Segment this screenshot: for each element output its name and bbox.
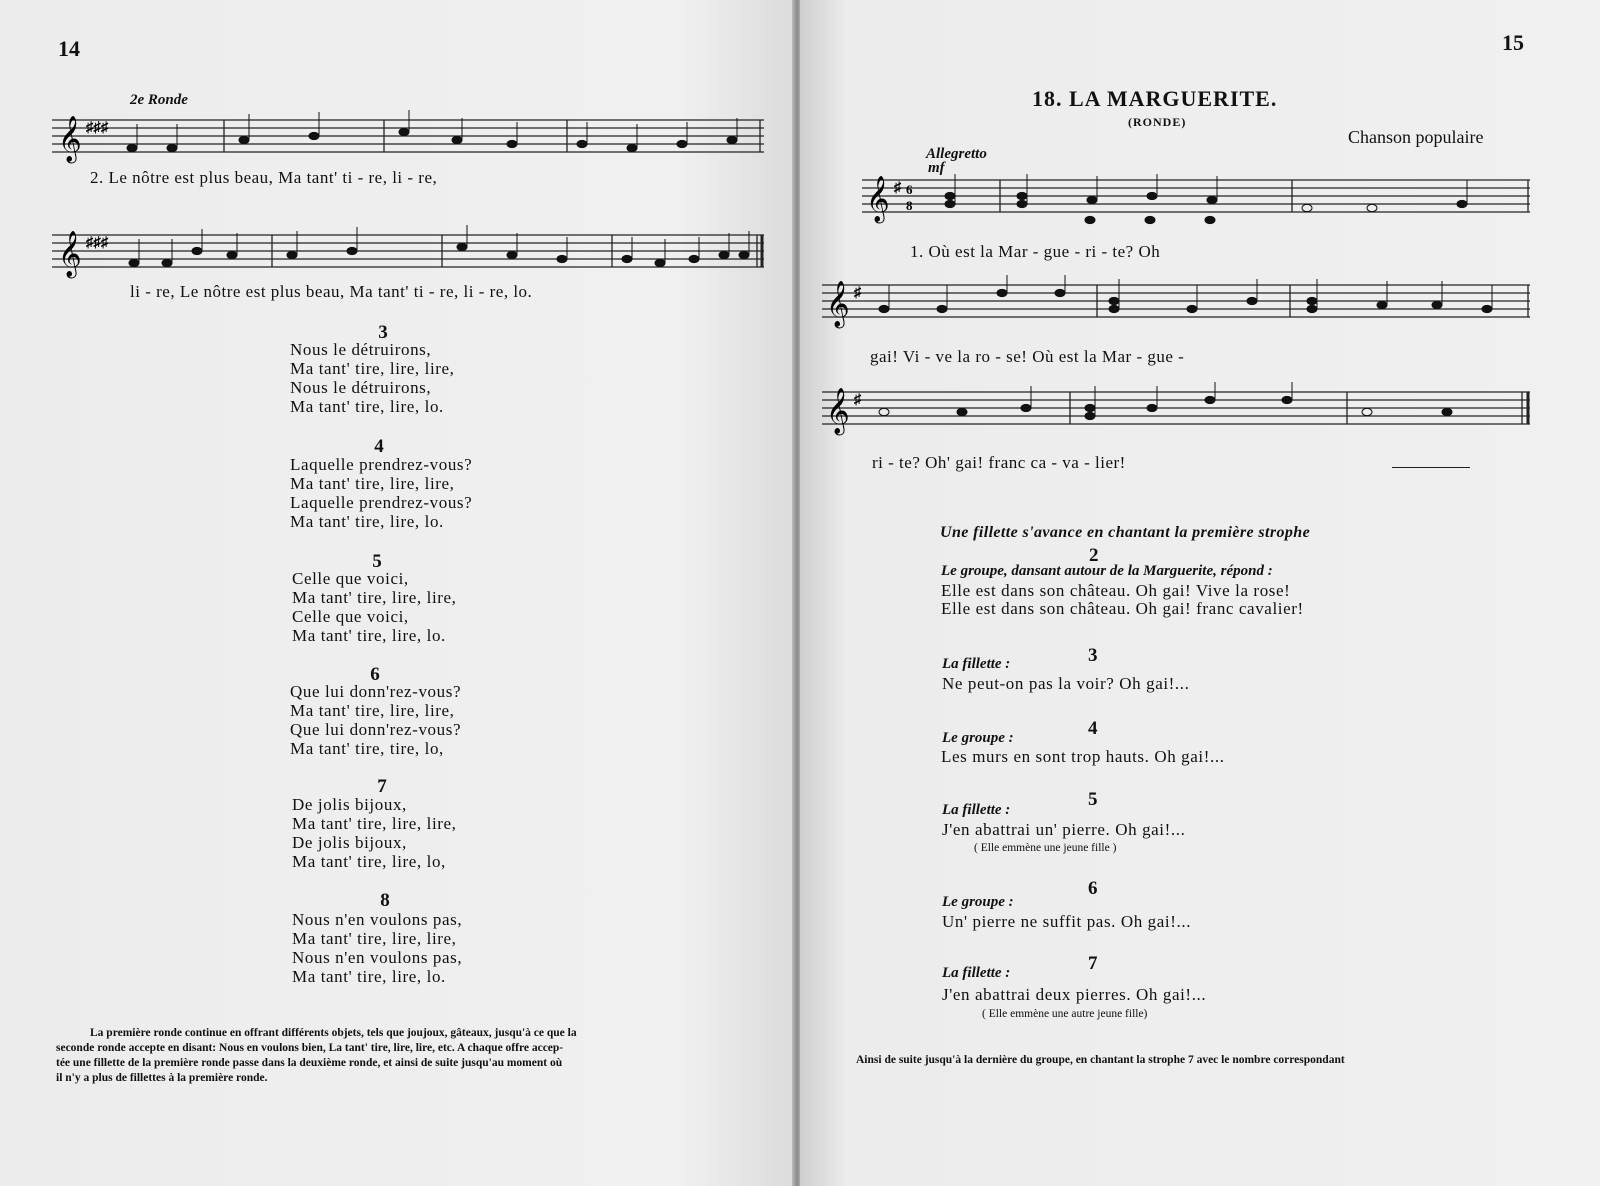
footnote-line: seconde ronde accepte en disant: Nous en voulons bien, La tant' tire, lire, lire, etc. A chaque offre accep-: [56, 1042, 564, 1054]
verse-line: Ma tant' tire, lire, lo.: [292, 626, 446, 645]
verse-line: Celle que voici,: [292, 607, 409, 626]
stage-direction: ( Elle emmène une jeune fille ): [974, 842, 1117, 854]
verse-number: 6: [370, 664, 380, 685]
stanza-speaker: La fillette :: [942, 965, 1011, 981]
footnote-line: tée une fillette de la première ronde passe dans la deuxième ronde, et ainsi de suite jusqu'au moment où: [56, 1057, 563, 1069]
verse-line: Ma tant' tire, lire, lire,: [292, 814, 457, 833]
verse-line: Ma tant' tire, lire, lire,: [292, 588, 457, 607]
verse-line: Nous le détruirons,: [290, 378, 432, 397]
tempo-marking: Allegretto: [926, 146, 987, 162]
stanza-number: 2: [1089, 545, 1099, 566]
svg-text:6: 6: [906, 182, 913, 197]
footnote-line: La première ronde continue en offrant différents objets, tels que joujoux, gâteaux, jusqu'à ce que la: [90, 1027, 577, 1039]
extension-line: [1392, 467, 1470, 468]
page-number-left: 14: [58, 36, 80, 61]
music-staff-right-2: [822, 275, 1534, 355]
verse-line: Celle que voici,: [292, 569, 409, 588]
lyrics-right-1: 1. Où est la Mar - gue - ri - te? Oh: [910, 242, 1161, 261]
verse-line: Laquelle prendrez-vous?: [290, 455, 473, 474]
song-attribution: Chanson populaire: [1348, 127, 1484, 147]
svg-text:8: 8: [906, 198, 913, 213]
stanza-line: Un' pierre ne suffit pas. Oh gai!...: [942, 912, 1192, 931]
svg-text:𝄞: 𝄞: [58, 231, 82, 277]
stanza-speaker: Le groupe :: [942, 894, 1014, 910]
stanza-line: Elle est dans son château. Oh gai! franc cavalier!: [941, 599, 1304, 618]
verse-line: Ma tant' tire, lire, lire,: [292, 929, 457, 948]
stanza-speaker: La fillette :: [942, 802, 1011, 818]
stanza-number: 4: [1088, 718, 1098, 739]
verse-line: Que lui donn'rez-vous?: [290, 682, 462, 701]
verse-line: Que lui donn'rez-vous?: [290, 720, 462, 739]
page-number-right: 15: [1502, 30, 1524, 55]
verse-line: Ma tant' tire, lire, lo.: [290, 397, 444, 416]
svg-text:𝄞: 𝄞: [866, 176, 890, 222]
right-page: [800, 0, 1600, 1186]
svg-text:♯: ♯: [854, 392, 862, 408]
stanza-number: 3: [1088, 645, 1098, 666]
svg-text:♯: ♯: [854, 285, 862, 301]
verse-line: Nous n'en voulons pas,: [292, 910, 463, 929]
verse-line: Laquelle prendrez-vous?: [290, 493, 473, 512]
stanza-line: Les murs en sont trop hauts. Oh gai!...: [941, 747, 1225, 766]
svg-text:𝄞: 𝄞: [826, 281, 850, 327]
verse-number: 7: [377, 776, 387, 797]
svg-text:♯♯♯: ♯♯♯: [86, 120, 109, 136]
stanza-line: J'en abattrai un' pierre. Oh gai!...: [942, 820, 1186, 839]
performance-intro: Une fillette s'avance en chantant la première strophe: [940, 524, 1311, 541]
verse-number: 8: [380, 890, 390, 911]
ronde-label: 2e Ronde: [130, 92, 188, 108]
verse-line: De jolis bijoux,: [292, 795, 407, 814]
footnote-right: Ainsi de suite jusqu'à la dernière du groupe, en chantant la strophe 7 avec le nombre correspondant: [856, 1054, 1345, 1066]
song-title: 18. LA MARGUERITE.: [1032, 86, 1278, 111]
stanza-number: 5: [1088, 789, 1098, 810]
dynamic-marking: mf: [928, 160, 945, 176]
stanza-line: Ne peut-on pas la voir? Oh gai!...: [942, 674, 1190, 693]
verse-line: Ma tant' tire, lire, lo.: [290, 512, 444, 531]
lyrics-left-2: li - re, Le nôtre est plus beau, Ma tant' ti - re, li - re, lo.: [130, 282, 533, 301]
stage-direction: ( Elle emmène une autre jeune fille): [982, 1008, 1148, 1020]
stanza-speaker: Le groupe, dansant autour de la Marguerite, répond :: [941, 563, 1273, 579]
verse-line: Ma tant' tire, lire, lire,: [290, 359, 455, 378]
verse-number: 4: [374, 436, 384, 457]
svg-text:♯♯♯: ♯♯♯: [86, 235, 109, 251]
song-subtitle: (RONDE): [1128, 115, 1187, 129]
verse-number: 3: [378, 322, 388, 343]
stanza-speaker: Le groupe :: [942, 730, 1014, 746]
music-staff-right-3: [822, 382, 1534, 462]
verse-line: Ma tant' tire, lire, lo,: [292, 852, 446, 871]
verse-number: 5: [372, 551, 382, 572]
verse-line: Ma tant' tire, lire, lo.: [292, 967, 446, 986]
verse-line: Ma tant' tire, lire, lire,: [290, 474, 455, 493]
music-staff-right-1: [862, 170, 1532, 250]
lyrics-right-3: ri - te? Oh' gai! franc ca - va - lier!: [872, 453, 1126, 472]
lyrics-right-2: gai! Vi - ve la ro - se! Où est la Mar - gue -: [870, 347, 1185, 366]
stanza-number: 6: [1088, 878, 1098, 899]
verse-line: De jolis bijoux,: [292, 833, 407, 852]
svg-text:𝄞: 𝄞: [826, 388, 850, 434]
stanza-number: 7: [1088, 953, 1098, 974]
svg-text:♯: ♯: [894, 180, 902, 196]
svg-text:𝄞: 𝄞: [58, 116, 82, 162]
verse-line: Ma tant' tire, lire, lire,: [290, 701, 455, 720]
stanza-line: Elle est dans son château. Oh gai! Vive la rose!: [941, 581, 1291, 600]
verse-line: Ma tant' tire, tire, lo,: [290, 739, 444, 758]
verse-line: Nous n'en voulons pas,: [292, 948, 463, 967]
verse-line: Nous le détruirons,: [290, 340, 432, 359]
stanza-speaker: La fillette :: [942, 656, 1011, 672]
footnote-line: il n'y a plus de fillettes à la première ronde.: [56, 1072, 268, 1084]
stanza-line: J'en abattrai deux pierres. Oh gai!...: [942, 985, 1207, 1004]
lyrics-left-1: 2. Le nôtre est plus beau, Ma tant' ti - re, li - re,: [90, 168, 438, 187]
